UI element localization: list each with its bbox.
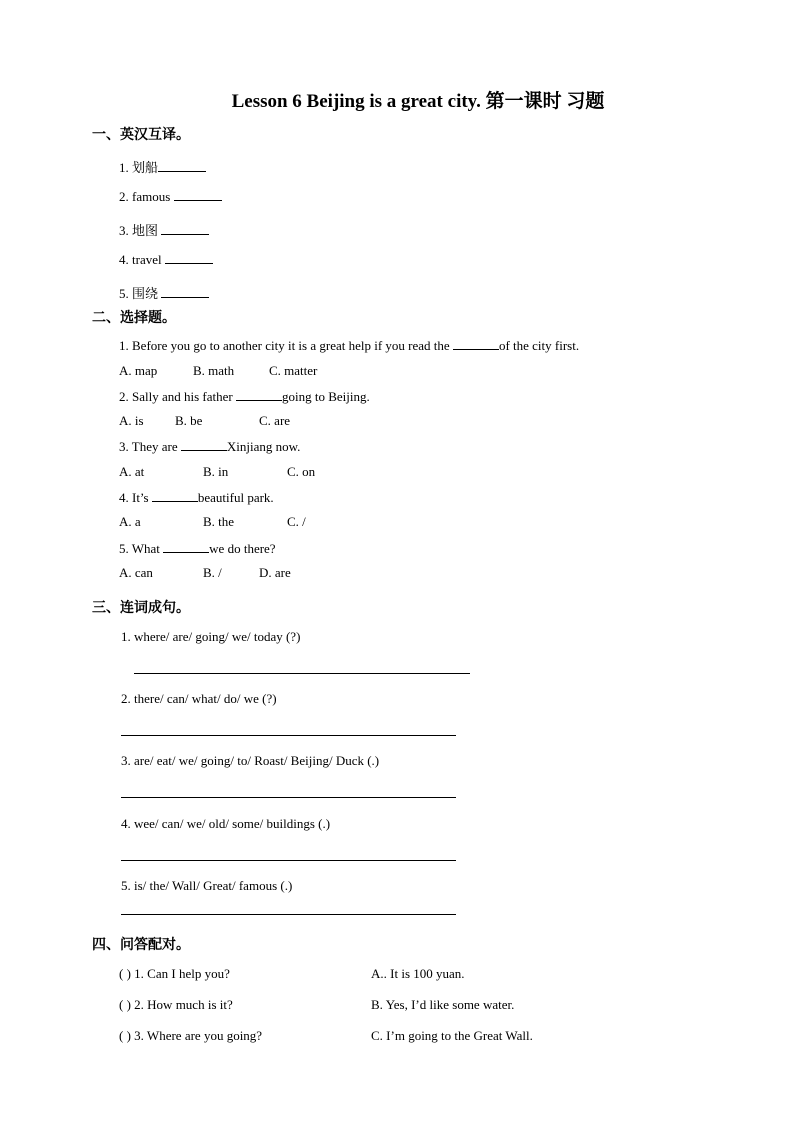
answer-line-3[interactable] <box>121 797 456 798</box>
option-c[interactable]: C. are <box>259 413 291 428</box>
match-row-3 <box>119 1028 262 1044</box>
translation-item-1 <box>119 157 206 176</box>
translation-prompt: 2. famous <box>119 189 174 204</box>
section2-heading: 二、选择题。 <box>92 311 176 326</box>
option-c[interactable]: C. matter <box>269 363 318 378</box>
section4-heading: 四、问答配对。 <box>92 938 190 953</box>
answer-blank[interactable] <box>181 438 227 451</box>
match-row-1 <box>119 966 230 982</box>
mc-question-3 <box>119 438 300 455</box>
match-row-2 <box>119 997 233 1013</box>
question-text: 4. It’s <box>119 490 152 505</box>
match-answer-b: B. Yes, I’d like some water. <box>371 997 515 1012</box>
translation-item-3 <box>119 220 209 239</box>
answer-line-1[interactable] <box>134 673 470 674</box>
question-text-end: we do there? <box>209 541 276 556</box>
translation-prompt: 1. 划船 <box>119 160 159 175</box>
option-a[interactable]: A. a <box>119 514 141 529</box>
match-question: 3. Where are you going? <box>134 1028 263 1043</box>
question-text: 3. They are <box>119 439 181 454</box>
question-text: 5. What <box>119 541 164 556</box>
answer-blank[interactable] <box>236 388 282 401</box>
option-b[interactable]: B. in <box>203 464 229 479</box>
answer-line-5[interactable] <box>121 914 456 915</box>
page-title: Lesson 6 Beijing is a great city. 第一课时 习题 <box>231 91 605 112</box>
option-a[interactable]: A. can <box>119 565 153 580</box>
option-b[interactable]: B. math <box>193 363 235 378</box>
option-d[interactable]: D. are <box>259 565 291 580</box>
answer-bracket[interactable]: ( ) <box>119 997 131 1012</box>
answer-blank[interactable] <box>158 159 206 172</box>
option-b[interactable]: B. the <box>203 514 235 529</box>
answer-blank[interactable] <box>163 540 209 553</box>
answer-blank[interactable] <box>174 188 222 201</box>
option-a[interactable]: A. is <box>119 413 144 428</box>
translation-prompt: 5. 围绕 <box>119 286 162 301</box>
option-b[interactable]: B. be <box>175 413 203 428</box>
question-text: 1. Before you go to another city it is a great help if you read the <box>119 338 453 353</box>
option-a[interactable]: A. map <box>119 363 158 378</box>
option-c[interactable]: C. / <box>287 514 306 529</box>
option-c[interactable]: C. on <box>287 464 316 479</box>
sentence-prompt-3: 3. are/ eat/ we/ going/ to/ Roast/ Beijing/ Duck (.) <box>121 753 380 768</box>
question-text-end: going to Beijing. <box>281 389 370 404</box>
answer-blank[interactable] <box>161 222 209 235</box>
question-text-end: Xinjiang now. <box>226 439 301 454</box>
match-question: 1. Can I help you? <box>134 966 230 981</box>
answer-line-4[interactable] <box>121 860 456 861</box>
option-a[interactable]: A. at <box>119 464 145 479</box>
match-question: 2. How much is it? <box>134 997 233 1012</box>
answer-bracket[interactable]: ( ) <box>119 1028 131 1043</box>
sentence-prompt-5: 5. is/ the/ Wall/ Great/ famous (.) <box>121 878 293 893</box>
mc-question-1 <box>119 337 579 354</box>
section1-heading: 一、英汉互译。 <box>92 128 190 143</box>
question-text-end: of the city first. <box>498 338 580 353</box>
answer-blank[interactable] <box>453 337 499 350</box>
mc-question-2 <box>119 388 370 405</box>
section3-heading: 三、连词成句。 <box>92 601 190 616</box>
translation-prompt: 4. travel <box>119 252 165 267</box>
answer-bracket[interactable]: ( ) <box>119 966 131 981</box>
question-text-end: beautiful park. <box>197 490 274 505</box>
match-answer-c: C. I’m going to the Great Wall. <box>371 1028 533 1043</box>
translation-item-4 <box>119 251 213 268</box>
match-answer-a: A.. It is 100 yuan. <box>371 966 465 981</box>
option-b[interactable]: B. / <box>203 565 222 580</box>
answer-blank[interactable] <box>161 285 209 298</box>
answer-blank[interactable] <box>165 251 213 264</box>
question-text: 2. Sally and his father <box>119 389 236 404</box>
answer-blank[interactable] <box>152 489 198 502</box>
translation-prompt: 3. 地图 <box>119 223 162 238</box>
sentence-prompt-2: 2. there/ can/ what/ do/ we (?) <box>121 691 277 706</box>
sentence-prompt-1: 1. where/ are/ going/ we/ today (?) <box>121 629 301 644</box>
answer-line-2[interactable] <box>121 735 456 736</box>
translation-item-5 <box>119 283 209 302</box>
mc-question-4 <box>119 489 274 506</box>
mc-question-5 <box>119 540 276 557</box>
sentence-prompt-4: 4. wee/ can/ we/ old/ some/ buildings (.) <box>121 816 331 831</box>
translation-item-2 <box>119 188 222 205</box>
